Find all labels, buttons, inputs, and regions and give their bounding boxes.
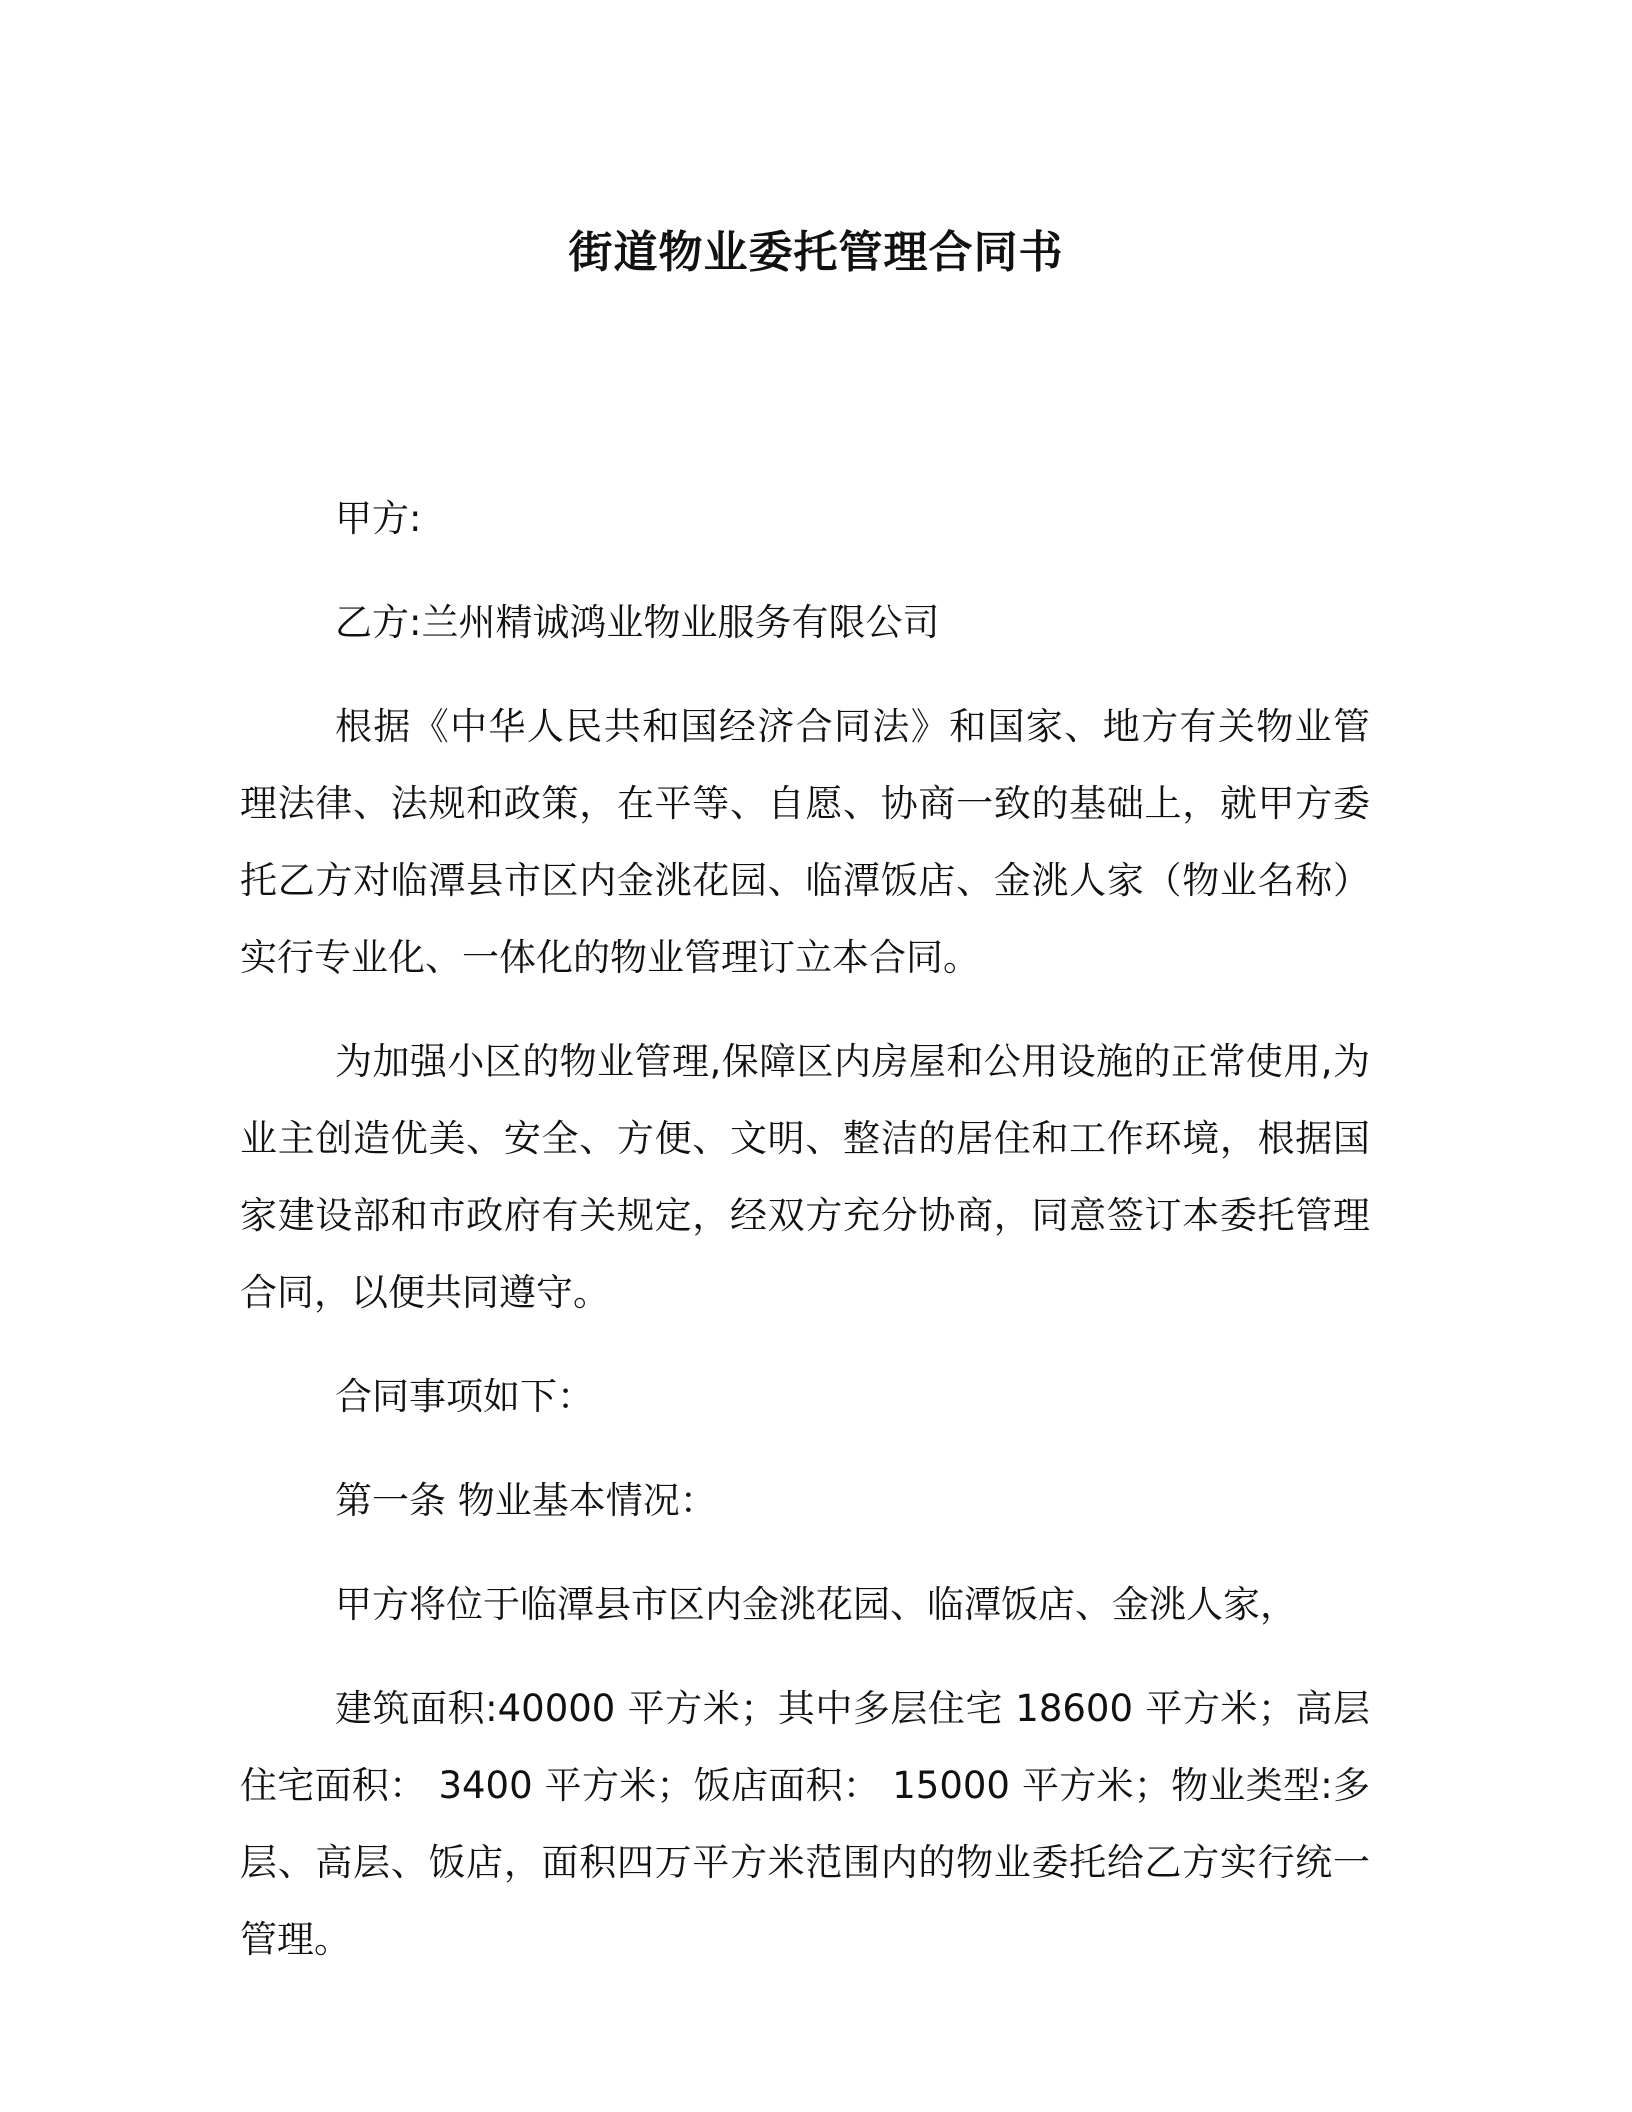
document-title: 街道物业委托管理合同书 [568, 227, 1064, 278]
purpose-paragraph: 为加强小区的物业管理,保障区内房屋和公用设施的正常使用,为业主创造优美、安全、方便、文明、整洁的居住和工作环境，根据国家建设部和市政府有关规定，经双方充分协商，同意签订本委托管理合同，以便共同遵守。 [240, 1040, 1370, 1314]
contract-items-heading: 合同事项如下： [335, 1375, 594, 1418]
document-body [240, 480, 1370, 2005]
party-a-line: 甲方: [335, 497, 422, 540]
party-b-line: 乙方:兰州精诚鸿业物业服务有限公司 [335, 601, 940, 644]
article-one-heading: 第一条 物业基本情况： [335, 1479, 717, 1522]
building-area-paragraph: 建筑面积:40000 平方米；其中多层住宅 18600 平方米；高层住宅面积： 3400 平方米；饭店面积： 15000 平方米；物业类型:多层、高层、饭店，面积四万平方米范围内的物业委托给乙方实行统一管理。 [240, 1687, 1370, 1961]
legal-basis-paragraph: 根据《中华人民共和国经济合同法》和国家、地方有关物业管理法律、法规和政策，在平等、自愿、协商一致的基础上，就甲方委托乙方对临潭县市区内金洮花园、临潭饭店、金洮人家（物业名称）实行专业化、一体化的物业管理订立本合同。 [240, 705, 1370, 979]
property-location-paragraph: 甲方将位于临潭县市区内金洮花园、临潭饭店、金洮人家， [335, 1583, 1297, 1626]
